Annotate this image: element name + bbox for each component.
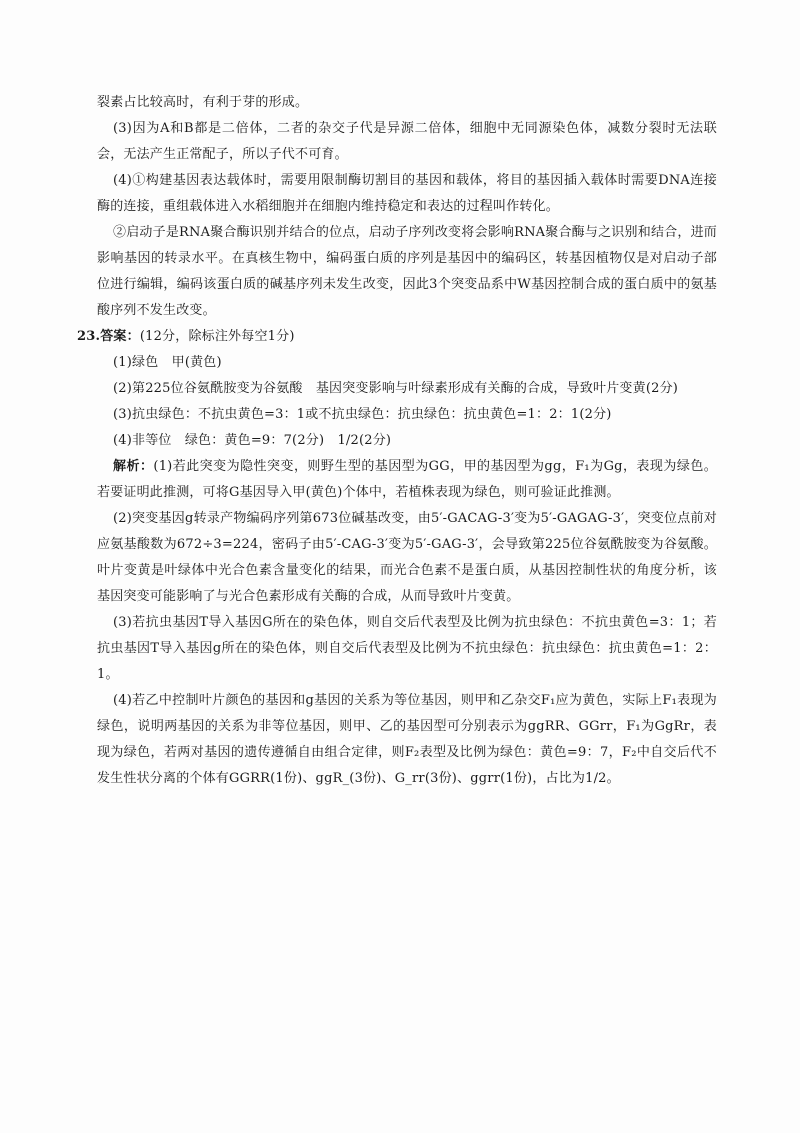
- answer-1: (1)绿色 甲(黄色): [113, 355, 222, 370]
- analysis-2: (2)突变基因g转录产物编码序列第673位碱基改变，由5′-GACAG-3′变为5′-GAGAG-3′，突变位点前对应氨基酸数为672÷3=224，密码子由5′-CAG-3′变为5′-GAG-3′，会导致第225位谷氨酰胺变为谷氨酸。叶片变黄是叶绿体中光合色素含量变化的结果，而光合色素不是蛋白质，从基因控制性状的角度分析，该基因突变可能影响了与光合色素形成有关酶的合成，从而导致叶片变黄。: [97, 511, 717, 604]
- question-23-header: [77, 324, 717, 350]
- analysis-1-text: (1)若此突变为隐性突变，则野生型的基因型为GG，甲的基因型为gg，F₁为Gg，表现为绿色。若要证明此推测，可将G基因导入甲(黄色)个体中，若植株表现为绿色，则可验证此推测。: [97, 459, 717, 500]
- analysis-label: 解析：: [113, 459, 154, 474]
- prev-answer-line-4-1: (4)①构建基因表达载体时，需要用限制酶切割目的基因和载体，将目的基因插入载体时需要DNA连接酶的连接，重组载体进入水稻细胞并在细胞内维持稳定和表达的过程叫作转化。: [97, 173, 717, 214]
- prev-answer-line-4-2: ②启动子是RNA聚合酶识别并结合的位点，启动子序列改变将会影响RNA聚合酶与之识别和结合，进而影响基因的转录水平。在真核生物中，编码蛋白质的序列是基因中的编码区，转基因植物仅是对启动子部位进行编辑，编码该蛋白质的碱基序列未发生改变，因此3个突变品系中W基因控制合成的蛋白质中的氨基酸序列不发生改变。: [97, 225, 717, 318]
- prev-answer-line-1: 裂素占比较高时，有利于芽的形成。: [97, 95, 309, 110]
- prev-answer-line-3: (3)因为A和B都是二倍体，二者的杂交子代是异源二倍体，细胞中无同源染色体，减数分裂时无法联会，无法产生正常配子，所以子代不可育。: [97, 121, 717, 162]
- question-number: 23.: [77, 329, 101, 344]
- analysis-1: [97, 454, 717, 506]
- answer-label: 答案：: [100, 329, 140, 344]
- answer-2: (2)第225位谷氨酰胺变为谷氨酸 基因突变影响与叶绿素形成有关酶的合成，导致叶片变黄(2分): [113, 381, 679, 396]
- answer-content: [77, 90, 717, 792]
- answer-3: (3)抗虫绿色：不抗虫黄色=3：1或不抗虫绿色：抗虫绿色：抗虫黄色=1：2：1(2分): [113, 407, 612, 422]
- score-note: (12分，除标注外每空1分): [139, 329, 295, 344]
- analysis-4: (4)若乙中控制叶片颜色的基因和g基因的关系为等位基因，则甲和乙杂交F₁应为黄色，实际上F₁表现为绿色，说明两基因的关系为非等位基因，则甲、乙的基因型可分别表示为ggRR、GGrr，F₁为GgRr，表现为绿色，若两对基因的遗传遵循自由组合定律，则F₂表型及比例为绿色：黄色=9：7，F₂中自交后代不发生性状分离的个体有GGRR(1份)、ggR_(3份)、G_rr(3份)、ggrr(1份)，占比为1/2。: [97, 693, 717, 786]
- analysis-3: (3)若抗虫基因T导入基因G所在的染色体，则自交后代表型及比例为抗虫绿色：不抗虫黄色=3：1；若抗虫基因T导入基因g所在的染色体，则自交后代表型及比例为不抗虫绿色：抗虫绿色：抗虫黄色=1：2：1。: [97, 615, 717, 682]
- answer-4: (4)非等位 绿色：黄色=9：7(2分) 1/2(2分): [113, 433, 392, 448]
